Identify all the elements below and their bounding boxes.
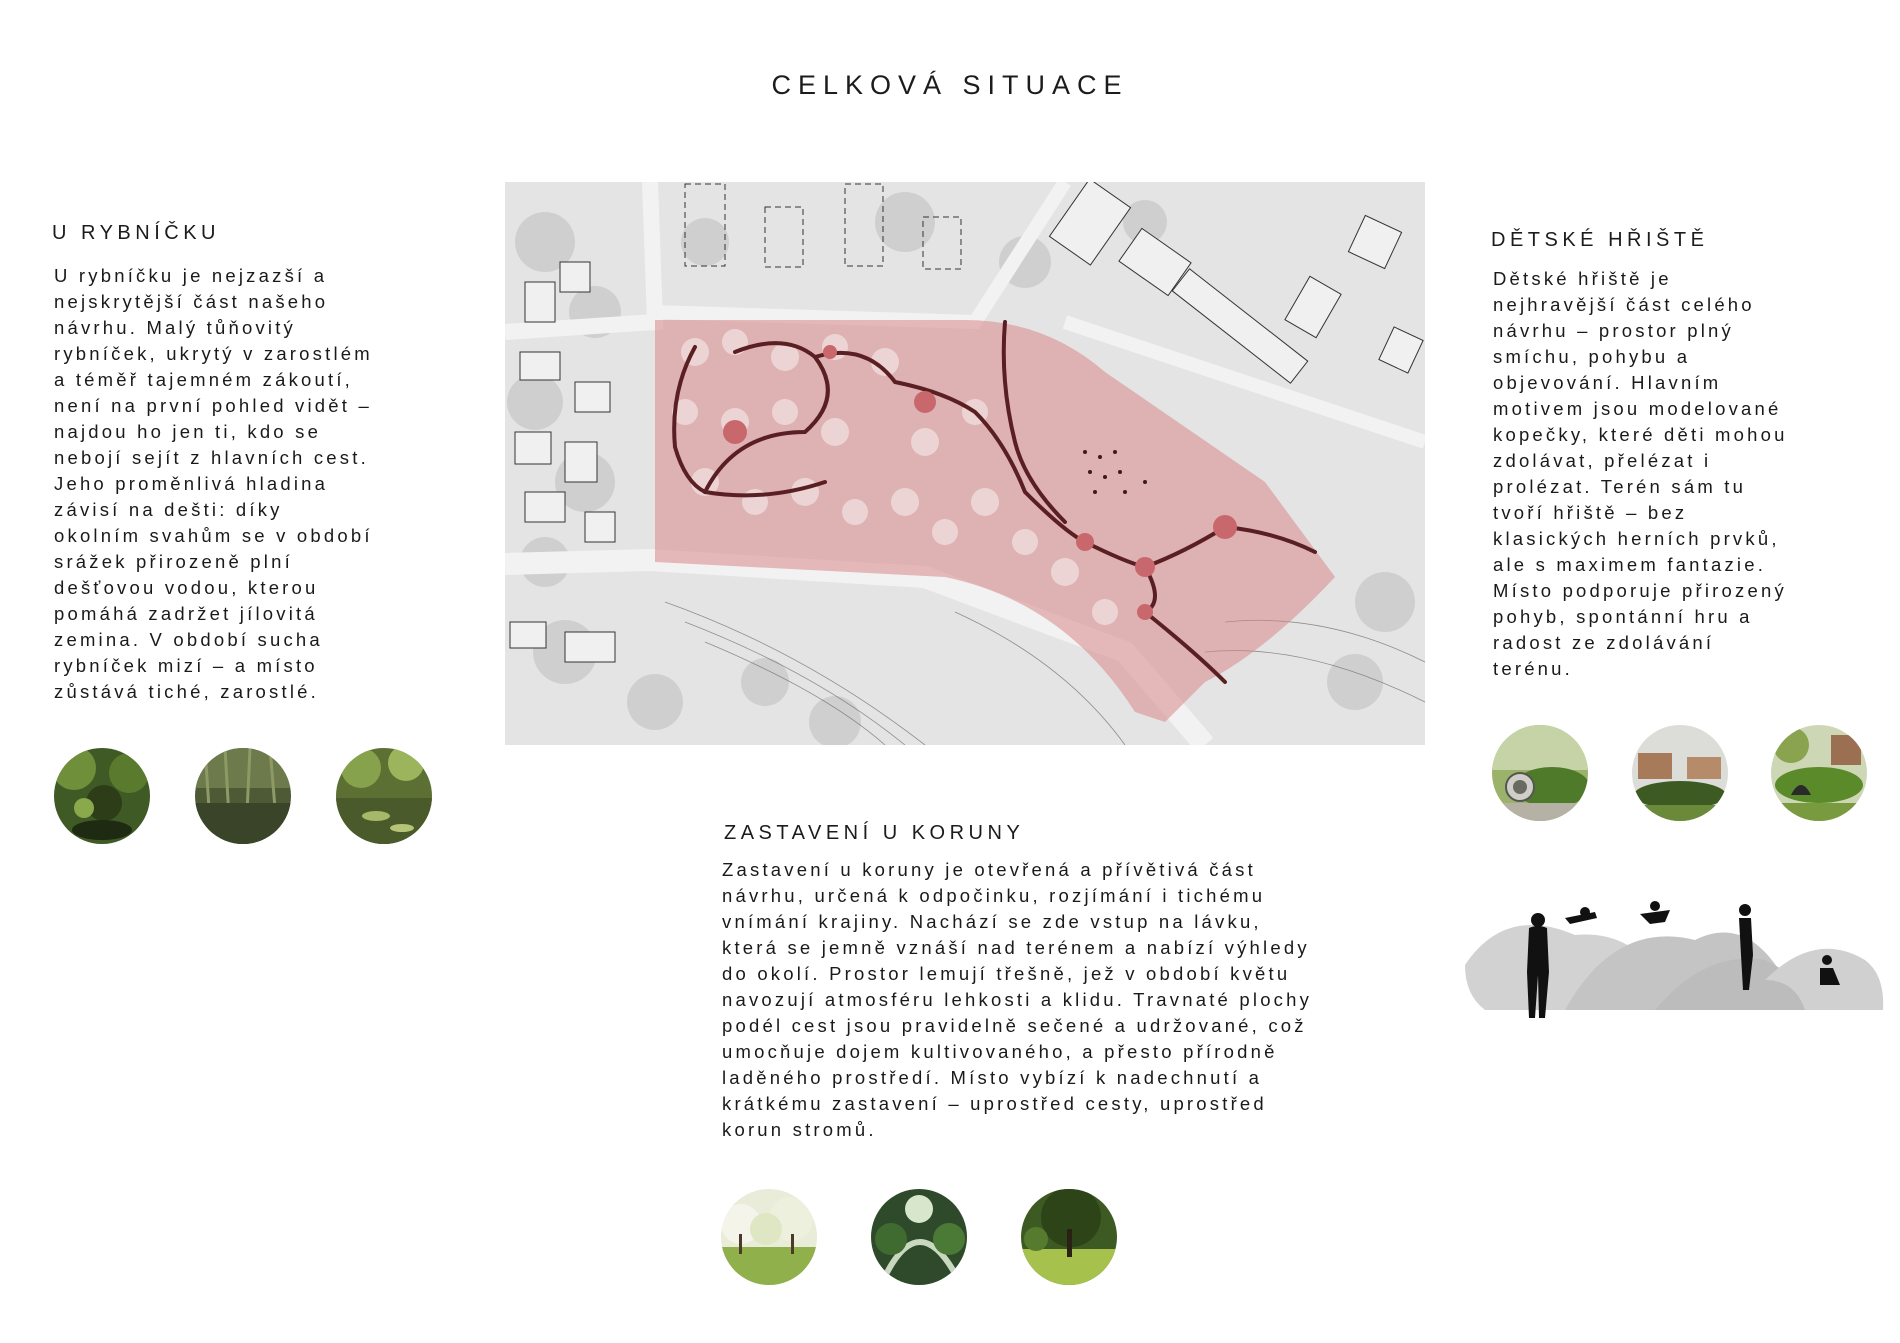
text-line: vnímání krajiny. Nachází se zde vstup na lávku, (722, 911, 1262, 932)
heading-rybnicek: U RYBNÍČKU (52, 222, 220, 244)
pond-photo-1 (54, 748, 150, 844)
text-line: umocňuje dojem kultivovaného, a přesto přírodně (722, 1041, 1278, 1062)
text-line: Jeho proměnlivá hladina (54, 473, 329, 494)
playground-photo-1 (1492, 725, 1588, 821)
text-line: nejhravější část celého (1493, 294, 1755, 315)
text-line: rybníček, ukrytý v zarostlém (54, 343, 373, 364)
text-line: a téměř tajemném zákoutí, (54, 369, 354, 390)
text-line: do okolí. Prostor lemují třešně, jež v období květu (722, 963, 1291, 984)
heading-hriste: DĚTSKÉ HŘIŠTĚ (1491, 229, 1709, 251)
playground-photo-2 (1632, 725, 1728, 821)
text-line: která se jemně vznáší nad terénem a nabízí výhledy (722, 937, 1310, 958)
orchard-photo-2 (871, 1189, 967, 1285)
text-line: navozují atmosféru lehkosti a klidu. Travnaté plochy (722, 989, 1313, 1010)
text-line: U rybníčku je nejzazší a (54, 265, 328, 286)
pond-photo-2 (195, 748, 291, 844)
text-line: návrhu, určená k odpočinku, rozjímání i tichému (722, 885, 1266, 906)
text-line: ale s maximem fantazie. (1493, 554, 1767, 575)
orchard-photo-3 (1021, 1189, 1117, 1285)
text-line: terénu. (1493, 658, 1573, 679)
playground-photo-3 (1771, 725, 1867, 821)
text-line: podél cest jsou pravidelně sečené a udržované, což (722, 1015, 1307, 1036)
text-line: Zastavení u koruny je otevřená a přívětivá část (722, 859, 1256, 880)
text-line: smíchu, pohybu a (1493, 346, 1691, 367)
text-line: návrhu – prostor plný (1493, 320, 1734, 341)
text-line: motivem jsou modelované (1493, 398, 1782, 419)
text-line: laděného prostředí. Místo vybízí k nadechnutí a (722, 1067, 1263, 1088)
heading-koruna: ZASTAVENÍ U KORUNY (724, 822, 1025, 844)
text-line: není na první pohled vidět – (54, 395, 372, 416)
text-line: klasických herních prvků, (1493, 528, 1780, 549)
text-line: okolním svahům se v období (54, 525, 373, 546)
text-line: nejskrytější část našeho (54, 291, 329, 312)
text-line: nebojí sejít z hlavních cest. (54, 447, 369, 468)
text-line: pohyb, spontánní hru a (1493, 606, 1753, 627)
text-line: závisí na dešti: díky (54, 499, 283, 520)
text-line: kopečky, které děti mohou (1493, 424, 1788, 445)
text-line: objevování. Hlavním (1493, 372, 1722, 393)
text-hriste (1493, 266, 1893, 682)
text-line: rybníček mizí – a místo (54, 655, 318, 676)
text-line: pomáhá zadržet jílovitá (54, 603, 318, 624)
text-line: tvoří hřiště – bez (1493, 502, 1688, 523)
text-line: radost ze zdolávání (1493, 632, 1715, 653)
orchard-photo-1 (721, 1189, 817, 1285)
text-line: prolézat. Terén sám tu (1493, 476, 1747, 497)
text-line: zdolávat, přelézat i (1493, 450, 1712, 471)
text-line: Dětské hřiště je (1493, 268, 1672, 289)
text-line: srážek přirozeně plní (54, 551, 293, 572)
site-plan-map (505, 182, 1425, 745)
playground-hills-illustration (1465, 900, 1885, 1025)
text-line: zůstává tiché, zarostlé. (54, 681, 319, 702)
text-line: najdou ho jen ti, kdo se (54, 421, 322, 442)
text-rybnicek (54, 263, 454, 705)
text-line: dešťovou vodou, kterou (54, 577, 319, 598)
text-line: krátkému zastavení – uprostřed cesty, uprostřed (722, 1093, 1267, 1114)
page-title: CELKOVÁ SITUACE (771, 70, 1129, 100)
text-line: návrhu. Malý tůňovitý (54, 317, 297, 338)
text-koruna (722, 857, 1442, 1143)
text-line: zemina. V období sucha (54, 629, 323, 650)
text-line: Místo podporuje přirozený (1493, 580, 1787, 601)
text-line: korun stromů. (722, 1119, 877, 1140)
pond-photo-3 (336, 748, 432, 844)
